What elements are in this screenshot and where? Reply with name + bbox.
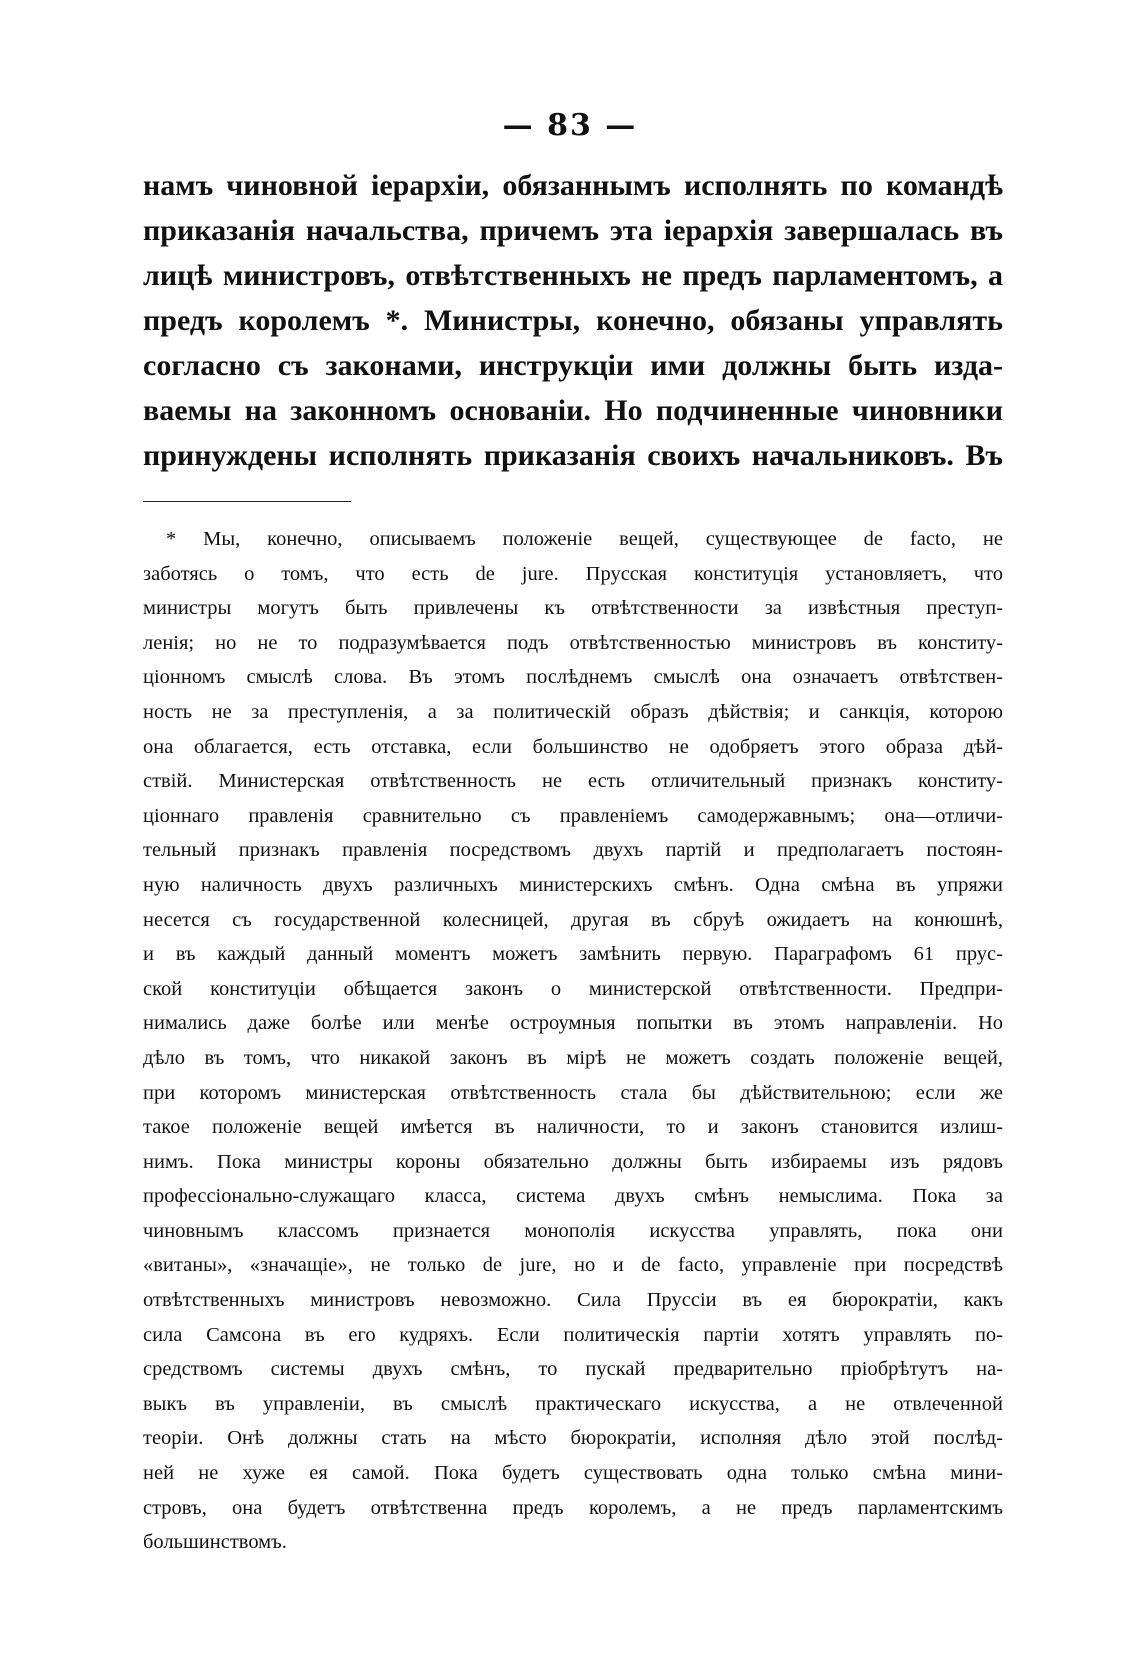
- footnote-line: дѣло въ томъ, что никакой законъ въ мірѣ не можетъ создать положеніе вещей,: [143, 1046, 1003, 1069]
- main-text-line: ваемы на законномъ основаніи. Но подчиненные чиновники: [143, 394, 1003, 427]
- footnote-line: она облагается, есть отставка, если большинство не одобряетъ этого образа дѣй-: [143, 735, 1003, 758]
- footnote-line: тельный признакъ правленія посредствомъ двухъ партій и предполагаетъ постоян-: [143, 839, 1003, 862]
- footnote-line: стровъ, она будетъ отвѣтственна предъ королемъ, а не предъ парламентскимъ: [143, 1496, 1003, 1519]
- main-text-line: приказанія начальства, причемъ эта іерархія завершалась въ: [143, 214, 1003, 247]
- main-text-line: согласно съ законами, инструкціи ими должны быть изда-: [143, 349, 1003, 382]
- footnote-line: выкъ въ управленіи, въ смыслѣ практическаго искусства, а не отвлеченной: [143, 1392, 1003, 1415]
- footnote-line: теоріи. Онѣ должны стать на мѣсто бюрократіи, исполняя дѣло этой послѣд-: [143, 1427, 1003, 1450]
- footnote-line: несется съ государственной колесницей, другая въ сбруѣ ожидаетъ на конюшнѣ,: [143, 908, 1003, 931]
- main-text-line: намъ чиновной іерархіи, обязаннымъ исполнять по командѣ: [143, 169, 1003, 202]
- footnote-line: ской конституціи обѣщается законъ о министерской отвѣтственности. Предпри-: [143, 977, 1003, 1000]
- footnote-line: и въ каждый данный моментъ можетъ замѣнить первую. Параграфомъ 61 прус-: [143, 943, 1003, 966]
- main-text-line: лицѣ министровъ, отвѣтственныхъ не предъ парламентомъ, а: [143, 259, 1003, 292]
- footnote-line: ней не хуже ея самой. Пока будетъ существовать одна только смѣна мини-: [143, 1462, 1003, 1485]
- footnote-line: сила Самсона въ его кудряхъ. Если политическія партіи хотятъ управлять по-: [143, 1323, 1003, 1346]
- page-number: — 83 —: [502, 108, 638, 143]
- main-text-line: принуждены исполнять приказанія своихъ начальниковъ. Въ: [143, 439, 1003, 472]
- footnote-line: министры могутъ быть привлечены къ отвѣтственности за извѣстныя преступ-: [143, 597, 1003, 620]
- footnote-line: ленія; но не то подразумѣвается подъ отвѣтственностью министровъ въ конститу-: [143, 631, 1003, 654]
- footnote-line: ціонномъ смыслѣ слова. Въ этомъ послѣднемъ смыслѣ она означаетъ отвѣтствен-: [143, 666, 1003, 689]
- footnote-line: чиновнымъ классомъ признается монополія искусства управлять, пока они: [143, 1219, 1003, 1242]
- footnote-line: профессіонально-служащаго класса, система двухъ смѣнъ немыслима. Пока за: [143, 1185, 1003, 1208]
- footnote-line: отвѣтственныхъ министровъ невозможно. Сила Пруссіи въ ея бюрократіи, какъ: [143, 1289, 1003, 1312]
- footnote-line: ціоннаго правленія сравнительно съ правленіемъ самодержавнымъ; она—отличи-: [143, 804, 1003, 827]
- footnote-line: ную наличность двухъ различныхъ министерскихъ смѣнъ. Одна смѣна въ упряжи: [143, 873, 1003, 896]
- footnote-line: средствомъ системы двухъ смѣнъ, то пускай предварительно пріобрѣтутъ на-: [143, 1358, 1003, 1381]
- footnote-separator: [143, 501, 351, 502]
- footnote-line: ствій. Министерская отвѣтственность не есть отличительный признакъ конститу-: [143, 770, 1003, 793]
- footnote-line: заботясь о томъ, что есть de jure. Прусская конституція установляетъ, что: [143, 562, 1003, 585]
- main-text-line: предъ королемъ *. Министры, конечно, обязаны управлять: [143, 304, 1003, 337]
- footnote-line: нимъ. Пока министры короны обязательно должны быть избираемы изъ рядовъ: [143, 1150, 1003, 1173]
- main-text: [143, 163, 1003, 478]
- footnote-line: нимались даже болѣе или менѣе остроумныя попытки въ этомъ направленіи. Но: [143, 1012, 1003, 1035]
- footnote-line: такое положеніе вещей имѣется въ наличности, то и законъ становится излиш-: [143, 1116, 1003, 1139]
- footnote: [143, 522, 1003, 1560]
- footnote-line: при которомъ министерская отвѣтственность стала бы дѣйствительною; если же: [143, 1081, 1003, 1104]
- footnote-line: * Мы, конечно, описываемъ положеніе вещей, существующее de facto, не: [166, 528, 1003, 550]
- footnote-line: «витаны», «значащіе», не только de jure, но и de facto, управленіе при посредствѣ: [143, 1254, 1003, 1277]
- footnote-line: ность не за преступленія, а за политическій образъ дѣйствія; и санкція, которою: [143, 700, 1003, 723]
- footnote-line: большинствомъ.: [143, 1531, 287, 1554]
